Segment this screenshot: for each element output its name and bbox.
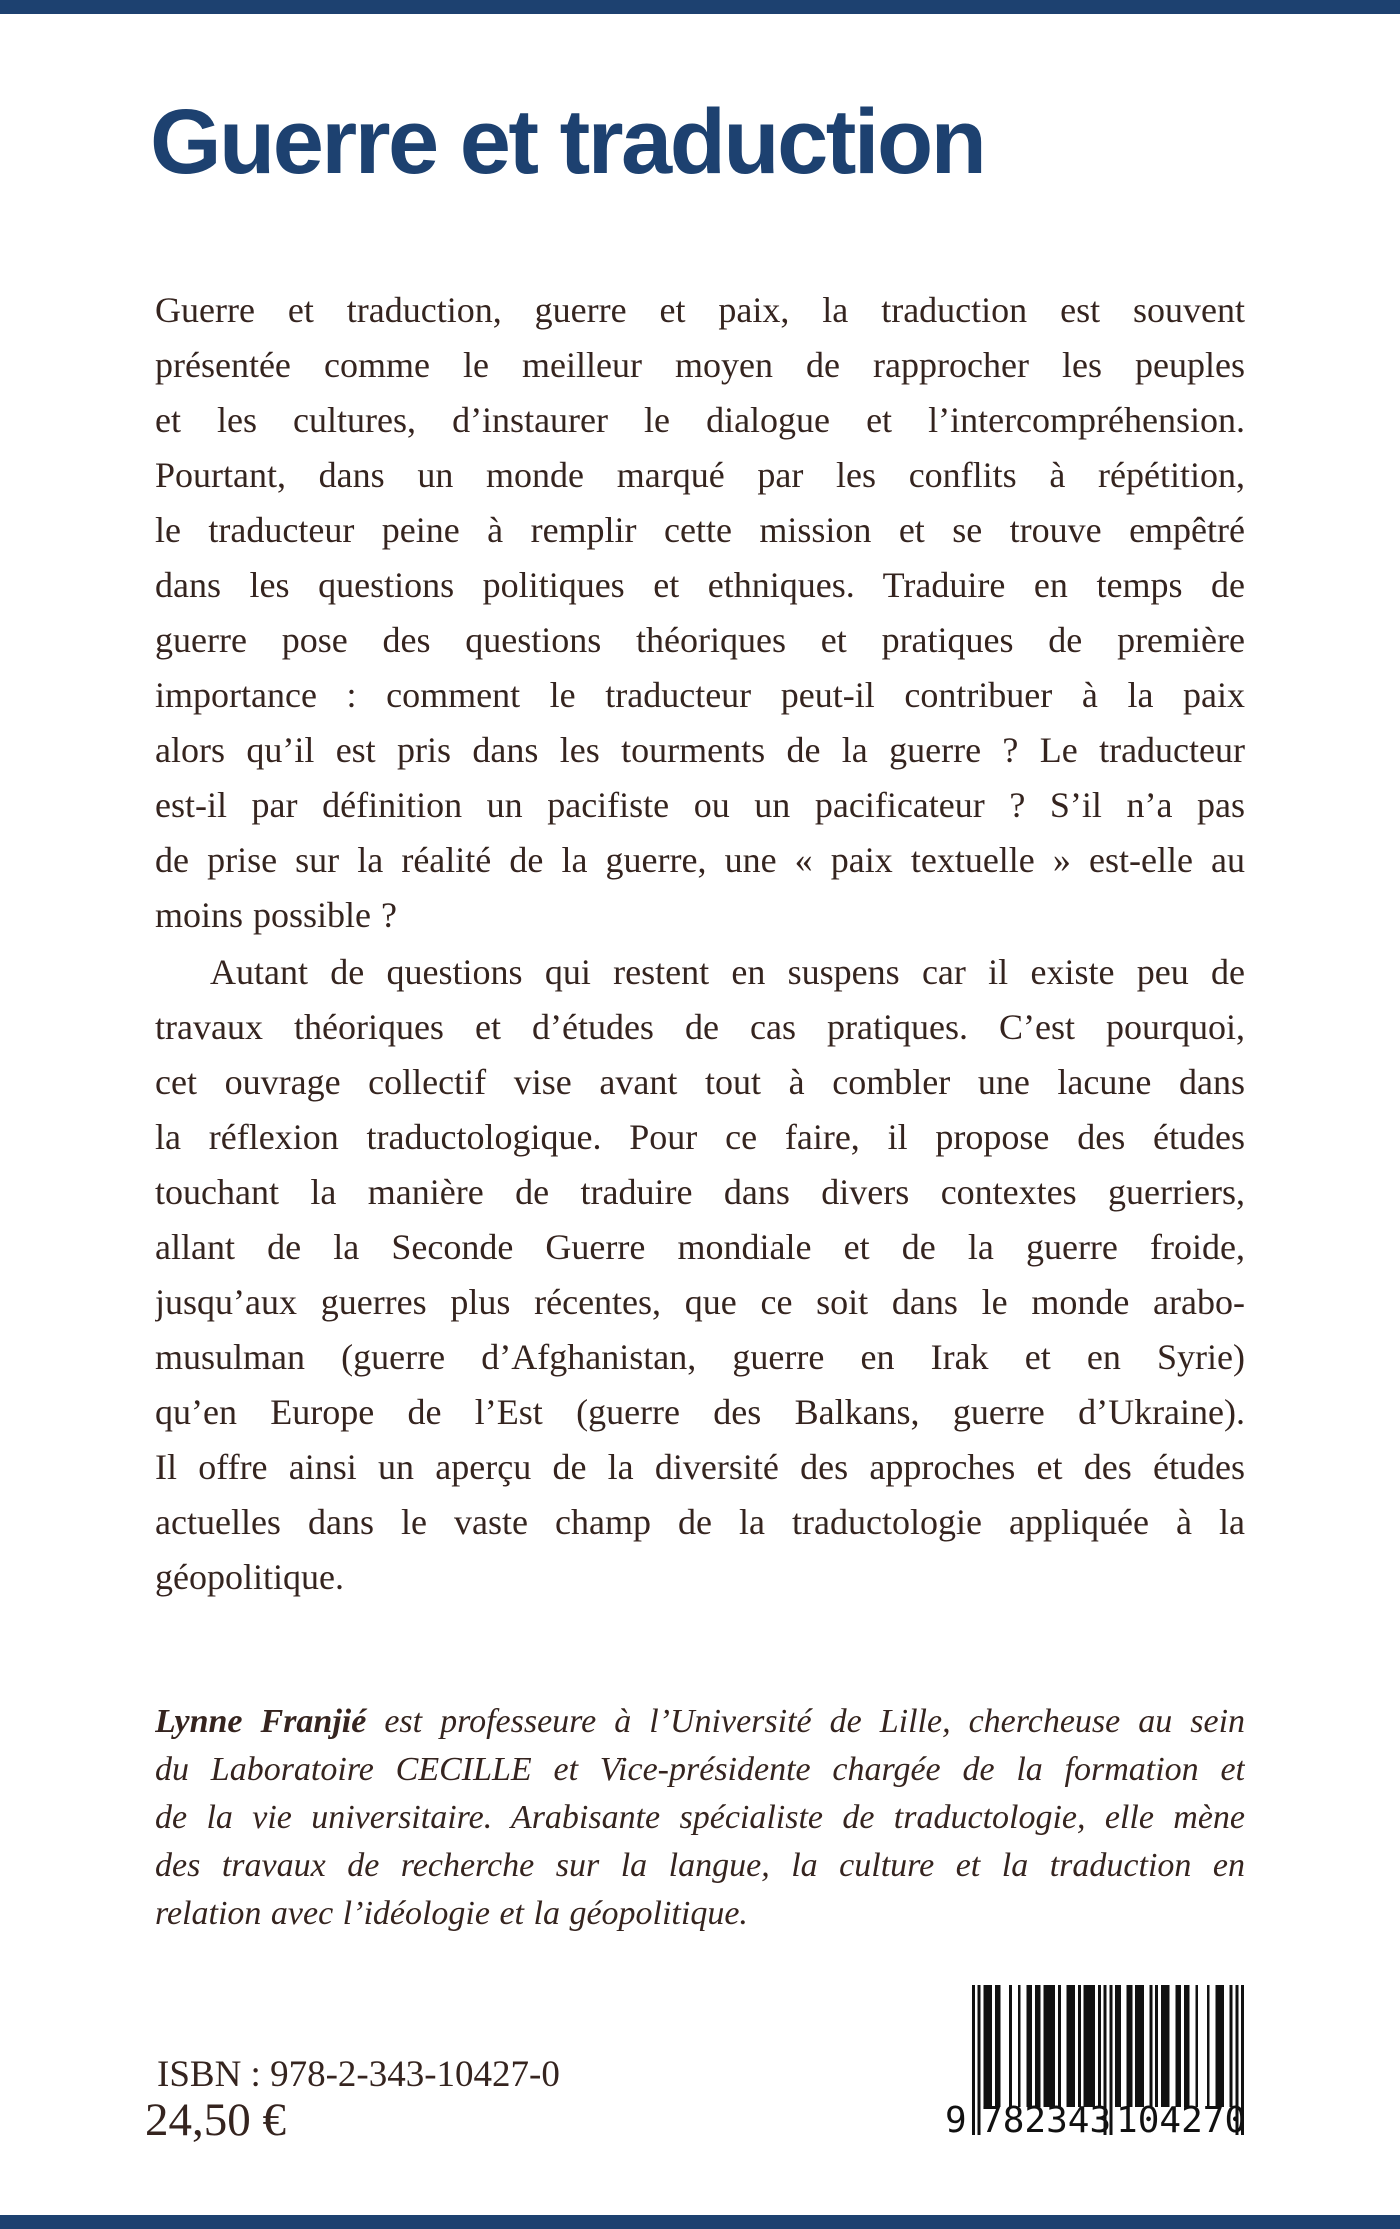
text-line: des travaux de recherche sur la langue, la culture et la traduction en bbox=[155, 1847, 1245, 1884]
bottom-accent-band bbox=[0, 2215, 1400, 2229]
isbn-text: ISBN : 978-2-343-10427-0 bbox=[157, 2054, 560, 2095]
barcode-digit: 3 bbox=[1089, 2100, 1112, 2141]
barcode-digit: 4 bbox=[1159, 2100, 1182, 2141]
bio-lines bbox=[155, 1746, 1245, 1938]
text-line: géopolitique. bbox=[155, 1557, 344, 1597]
text-line: guerre pose des questions théoriques et pratiques de première bbox=[155, 620, 1245, 660]
synopsis-paragraph-1 bbox=[155, 283, 1245, 943]
text-line: de prise sur la réalité de la guerre, une « paix textuelle » est-elle au bbox=[155, 840, 1245, 880]
barcode-digit-group-left bbox=[981, 2100, 1112, 2141]
barcode-digit: 0 bbox=[1224, 2100, 1247, 2141]
bio-first-line bbox=[155, 1698, 1245, 1746]
barcode-digit: 3 bbox=[1046, 2100, 1068, 2141]
text-line: allant de la Seconde Guerre mondiale et de la guerre froide, bbox=[155, 1227, 1245, 1267]
text-line: moins possible ? bbox=[155, 895, 397, 935]
barcode-digit: 8 bbox=[1002, 2100, 1025, 2141]
author-bio bbox=[155, 1698, 1245, 1938]
price-text: 24,50 € bbox=[145, 2094, 286, 2146]
text-line: touchant la manière de traduire dans divers contextes guerriers, bbox=[155, 1172, 1245, 1212]
text-line: du Laboratoire CECILLE et Vice-présidente chargée de la formation et bbox=[155, 1751, 1245, 1788]
barcode-digit: 2 bbox=[1181, 2100, 1203, 2141]
text-line: Autant de questions qui restent en suspens car il existe peu de bbox=[210, 952, 1245, 992]
text-line: est-il par définition un pacifiste ou un pacificateur ? S’il n’a pas bbox=[155, 785, 1245, 825]
top-accent-band bbox=[0, 0, 1400, 14]
text-line: actuelles dans le vaste champ de la traductologie appliquée à la bbox=[155, 1502, 1245, 1542]
barcode-lead-digit: 9 bbox=[945, 2100, 967, 2141]
text-line: jusqu’aux guerres plus récentes, que ce soit dans le monde arabo- bbox=[155, 1282, 1245, 1322]
barcode-digit: 2 bbox=[1024, 2100, 1047, 2141]
barcode-digit: 4 bbox=[1067, 2100, 1090, 2141]
text-line: de la vie universitaire. Arabisante spécialiste de traductologie, elle mène bbox=[155, 1799, 1245, 1836]
barcode-digit-group-right bbox=[1116, 2100, 1247, 2141]
text-line: alors qu’il est pris dans les tourments de la guerre ? Le traducteur bbox=[155, 730, 1245, 770]
text-line: Guerre et traduction, guerre et paix, la traduction est souvent bbox=[155, 290, 1245, 330]
barcode-digit: 0 bbox=[1137, 2100, 1160, 2141]
text-line: présentée comme le meilleur moyen de rapprocher les peuples bbox=[155, 345, 1245, 385]
text-line: Pourtant, dans un monde marqué par les conflits à répétition, bbox=[155, 455, 1245, 495]
barcode-digit: 1 bbox=[1116, 2100, 1138, 2141]
text-line: relation avec l’idéologie et la géopolitique. bbox=[155, 1895, 748, 1932]
barcode-digit: 7 bbox=[981, 2100, 1003, 2141]
bio-first-line-rest: est professeure à l’Université de Lille, chercheuse au sein bbox=[366, 1703, 1245, 1740]
text-line: Il offre ainsi un aperçu de la diversité des approches et des études bbox=[155, 1447, 1245, 1487]
synopsis-paragraph-2 bbox=[155, 945, 1245, 1605]
ean13-barcode bbox=[945, 1985, 1245, 2145]
book-title: Guerre et traduction bbox=[150, 91, 985, 193]
text-line: la réflexion traductologique. Pour ce faire, il propose des études bbox=[155, 1117, 1245, 1157]
text-line: qu’en Europe de l’Est (guerre des Balkans, guerre d’Ukraine). bbox=[155, 1392, 1245, 1432]
text-line: travaux théoriques et d’études de cas pratiques. C’est pourquoi, bbox=[155, 1007, 1245, 1047]
text-line: le traducteur peine à remplir cette mission et se trouve empêtré bbox=[155, 510, 1245, 550]
text-line: et les cultures, d’instaurer le dialogue et l’intercompréhension. bbox=[155, 400, 1245, 440]
text-line: musulman (guerre d’Afghanistan, guerre en Irak et en Syrie) bbox=[155, 1337, 1245, 1377]
author-name: Lynne Franjié bbox=[155, 1703, 367, 1740]
text-line: cet ouvrage collectif vise avant tout à combler une lacune dans bbox=[155, 1062, 1245, 1102]
barcode-digit: 7 bbox=[1202, 2100, 1225, 2141]
text-line: importance : comment le traducteur peut-il contribuer à la paix bbox=[155, 675, 1245, 715]
text-line: dans les questions politiques et ethniques. Traduire en temps de bbox=[155, 565, 1245, 605]
